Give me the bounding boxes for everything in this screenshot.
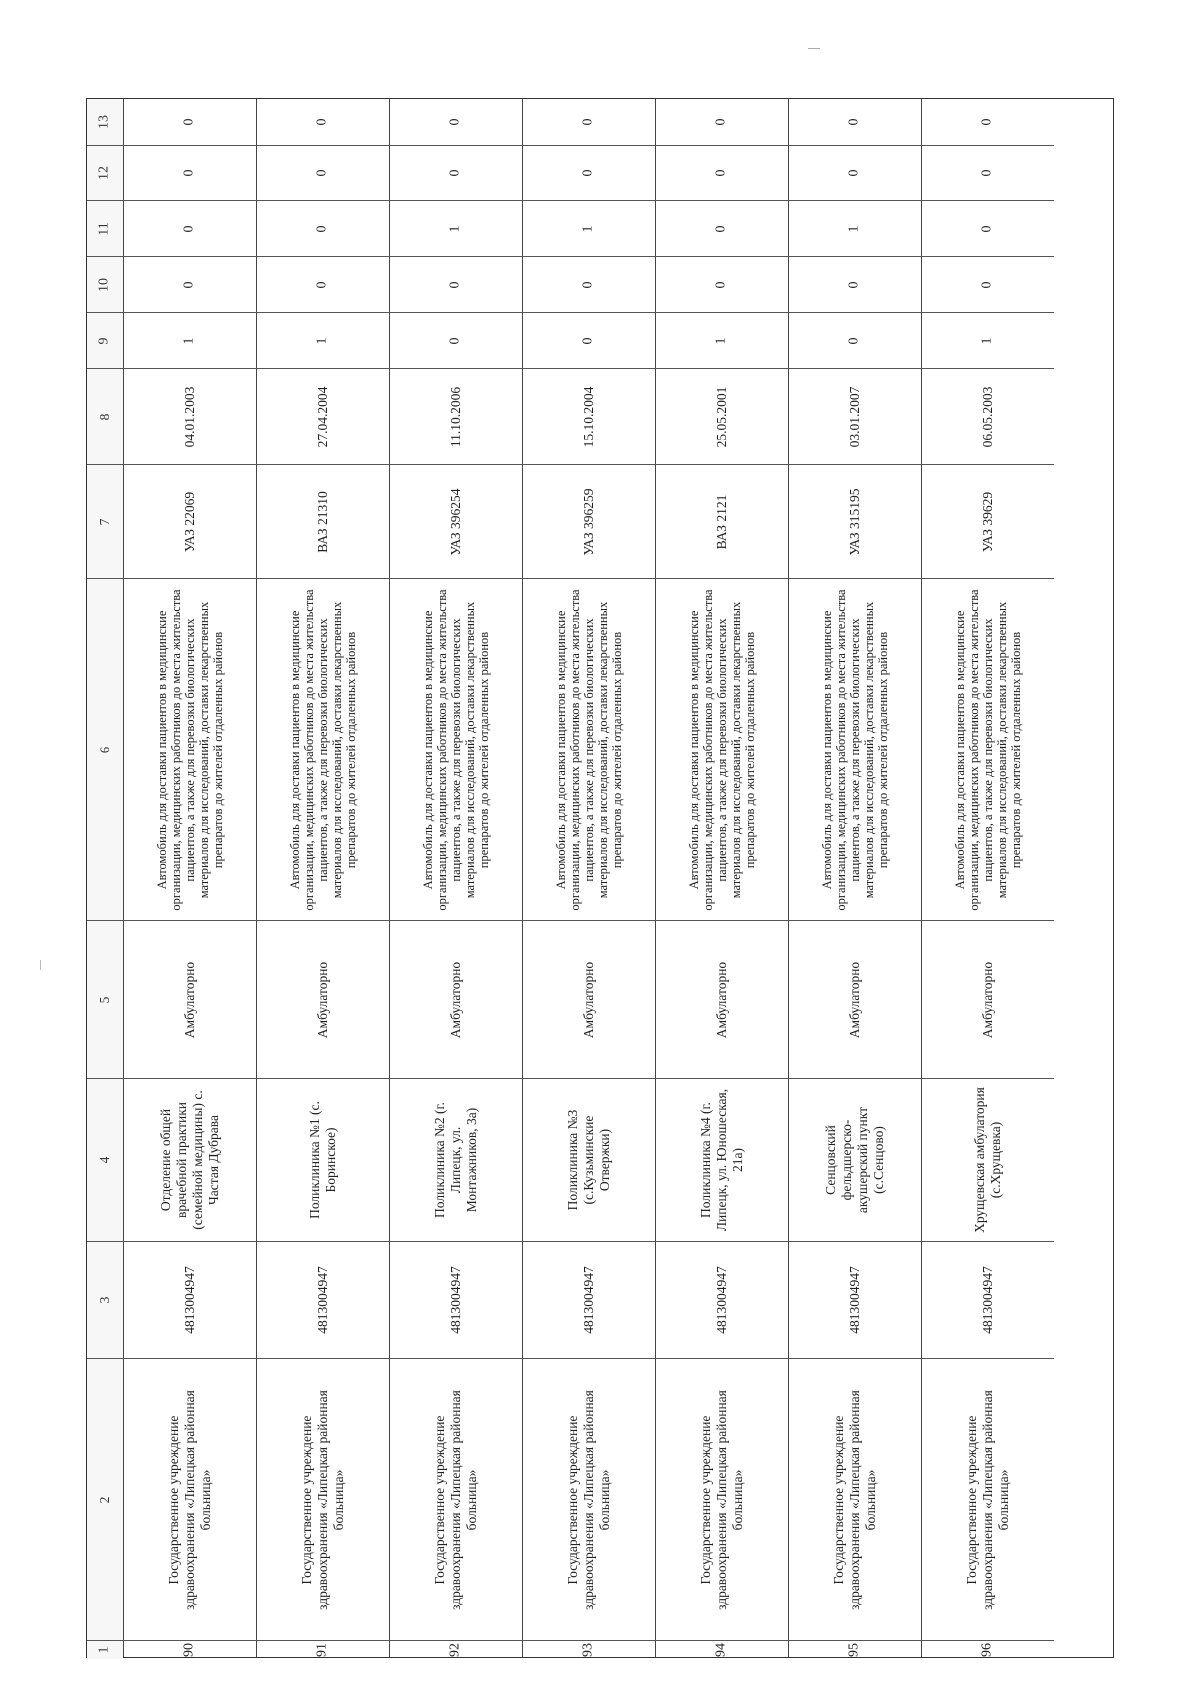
cell-text: 0 — [846, 281, 862, 288]
table-cell-col7 — [123, 465, 256, 579]
cell-text: Поликлиника №3 (с.Кузьминские Отвержки) — [564, 1109, 612, 1211]
header-cell-10 — [87, 257, 123, 313]
table-cell-col8 — [522, 369, 655, 465]
cell-text: Амбулаторно — [447, 961, 463, 1038]
cell-text: 95 — [846, 1643, 862, 1657]
cell-text: 0 — [447, 169, 463, 177]
table-cell-col10 — [655, 257, 788, 313]
column-number: 10 — [96, 277, 112, 292]
cell-text: 1 — [314, 337, 330, 344]
scan-mark — [40, 960, 41, 970]
cell-text: 0 — [314, 281, 330, 288]
table-cell-col9 — [256, 313, 389, 369]
table-cell-col5 — [921, 921, 1054, 1079]
cell-text: 0 — [846, 337, 862, 344]
cell-text: Автомобиль для доставки пациентов в медицинские организации, медицинских работников до места жительства пациентов, а также для перевозки биологических материалов для исследований, доставки лекарственных препаратов до жителей отдаленных районов — [819, 588, 890, 911]
table-cell-col3 — [256, 1242, 389, 1359]
table-cell-col11 — [389, 201, 522, 257]
cell-text: 4813004947 — [846, 1266, 862, 1334]
table-cell-col10 — [256, 257, 389, 313]
table-cell-col10 — [389, 257, 522, 313]
cell-text: 0 — [181, 225, 197, 232]
table-cell-col13 — [522, 99, 655, 146]
table-cell-col4 — [389, 1079, 522, 1242]
cell-text: Автомобиль для доставки пациентов в медицинские организации, медицинских работников до места жительства пациентов, а также для перевозки биологических материалов для исследований, доставки лекарственных препаратов до жителей отдаленных районов — [154, 588, 225, 911]
table-cell-col4 — [123, 1079, 256, 1242]
table-cell-col5 — [522, 921, 655, 1079]
table-cell-col9 — [655, 313, 788, 369]
cell-text: Государственное учреждение здравоохранения «Липецкая районная больница» — [298, 1389, 346, 1610]
table-cell-col12 — [788, 146, 921, 201]
cell-text: Государственное учреждение здравоохранения «Липецкая районная больница» — [564, 1389, 612, 1610]
table-cell-col11 — [921, 201, 1054, 257]
cell-text: Амбулаторно — [713, 961, 729, 1038]
table-cell-col6 — [522, 579, 655, 921]
cell-text: 15.10.2004 — [580, 386, 596, 447]
cell-text: 1 — [979, 337, 995, 344]
table-cell-col2 — [788, 1359, 921, 1641]
cell-text: УАЗ 315195 — [846, 487, 862, 556]
cell-text: 25.05.2001 — [713, 386, 729, 447]
table-cell-col1 — [788, 1641, 921, 1659]
cell-text: 0 — [713, 281, 729, 288]
table-cell-col12 — [921, 146, 1054, 201]
table-cell-col1 — [123, 1641, 256, 1659]
table-cell-col6 — [123, 579, 256, 921]
header-cell-13 — [87, 99, 123, 146]
column-number: 9 — [96, 337, 112, 344]
table-cell-col4 — [655, 1079, 788, 1242]
table-cell-col7 — [921, 465, 1054, 579]
table-cell-col12 — [256, 146, 389, 201]
cell-text: Государственное учреждение здравоохранения «Липецкая районная больница» — [963, 1389, 1011, 1610]
table-cell-col5 — [788, 921, 921, 1079]
table-cell-col9 — [389, 313, 522, 369]
table-row — [256, 99, 390, 1657]
table-cell-col4 — [256, 1079, 389, 1242]
cell-text: Государственное учреждение здравоохранения «Липецкая районная больница» — [431, 1389, 479, 1610]
cell-text: Отделение общей врачебной практики (семейной медицины) с. Частая Дубрава — [157, 1090, 221, 1230]
table-cell-col7 — [256, 465, 389, 579]
cell-text: 03.01.2007 — [846, 386, 862, 447]
cell-text: 0 — [979, 118, 995, 126]
header-cell-3 — [87, 1242, 123, 1359]
table-cell-col1 — [655, 1641, 788, 1659]
table-cell-col7 — [389, 465, 522, 579]
table-cell-col12 — [522, 146, 655, 201]
column-number: 12 — [96, 166, 112, 180]
cell-text: 4813004947 — [181, 1266, 197, 1334]
cell-text: Автомобиль для доставки пациентов в медицинские организации, медицинских работников до места жительства пациентов, а также для перевозки биологических материалов для исследований, доставки лекарственных препаратов до жителей отдаленных районов — [287, 588, 358, 911]
table-cell-col1 — [921, 1641, 1054, 1659]
table-cell-col11 — [788, 201, 921, 257]
cell-text: 96 — [979, 1643, 995, 1657]
table-cell-col9 — [788, 313, 921, 369]
table-cell-col2 — [522, 1359, 655, 1641]
column-number: 5 — [97, 996, 113, 1003]
cell-text: УАЗ 396259 — [580, 487, 596, 556]
cell-text: 0 — [713, 169, 729, 177]
cell-text: 0 — [580, 281, 596, 288]
table-cell-col11 — [655, 201, 788, 257]
cell-text: 1 — [447, 225, 463, 232]
column-number: 13 — [96, 115, 112, 129]
column-number: 7 — [97, 518, 113, 525]
table-cell-col2 — [123, 1359, 256, 1641]
cell-text: 0 — [846, 118, 862, 126]
table-cell-col1 — [389, 1641, 522, 1659]
cell-text: 0 — [181, 118, 197, 126]
table-cell-col8 — [389, 369, 522, 465]
column-number: 4 — [97, 1156, 113, 1164]
table-cell-col5 — [256, 921, 389, 1079]
table-cell-col8 — [788, 369, 921, 465]
cell-text: Автомобиль для доставки пациентов в медицинские организации, медицинских работников до места жительства пациентов, а также для перевозки биологических материалов для исследований, доставки лекарственных препаратов до жителей отдаленных районов — [952, 588, 1023, 911]
header-cell-2 — [87, 1359, 123, 1641]
cell-text: Хрущевская амбулатория (с.Хрущевка) — [971, 1087, 1003, 1233]
column-number: 1 — [96, 1646, 112, 1654]
table-cell-col1 — [256, 1641, 389, 1659]
cell-text: Поликлиника №1 (с. Боринское) — [306, 1101, 338, 1219]
column-number: 8 — [97, 413, 113, 420]
cell-text: 1 — [181, 337, 197, 344]
table-cell-col5 — [389, 921, 522, 1079]
cell-text: 0 — [580, 337, 596, 344]
cell-text: 0 — [979, 225, 995, 232]
table-row — [921, 99, 1054, 1657]
table-cell-col6 — [389, 579, 522, 921]
header-cell-8 — [87, 369, 123, 465]
cell-text: ВАЗ 21310 — [314, 490, 330, 553]
table-cell-col8 — [256, 369, 389, 465]
cell-text: 0 — [447, 337, 463, 344]
cell-text: 92 — [447, 1643, 463, 1657]
cell-text: 0 — [181, 169, 197, 177]
cell-text: 4813004947 — [580, 1266, 596, 1334]
table-row — [389, 99, 523, 1657]
table-cell-col5 — [655, 921, 788, 1079]
cell-text: Амбулаторно — [314, 961, 330, 1038]
cell-text: 0 — [314, 118, 330, 126]
table-cell-col2 — [256, 1359, 389, 1641]
table-cell-col6 — [921, 579, 1054, 921]
cell-text: 4813004947 — [447, 1266, 463, 1334]
table-cell-col6 — [256, 579, 389, 921]
cell-text: 04.01.2003 — [181, 386, 197, 447]
cell-text: 0 — [181, 281, 197, 288]
cell-text: ВАЗ 2121 — [713, 494, 729, 549]
table-cell-col13 — [123, 99, 256, 146]
table-cell-col12 — [389, 146, 522, 201]
cell-text: 0 — [580, 169, 596, 177]
table-cell-col11 — [123, 201, 256, 257]
table-row — [788, 99, 922, 1657]
cell-text: Автомобиль для доставки пациентов в медицинские организации, медицинских работников до места жительства пациентов, а также для перевозки биологических материалов для исследований, доставки лекарственных препаратов до жителей отдаленных районов — [420, 588, 491, 911]
cell-text: 0 — [979, 281, 995, 288]
column-number: 3 — [97, 1296, 113, 1304]
header-cell-12 — [87, 146, 123, 201]
column-number: 11 — [96, 221, 112, 236]
cell-text: 0 — [314, 169, 330, 177]
column-number: 6 — [98, 746, 112, 753]
table-cell-col6 — [788, 579, 921, 921]
header-cell-6 — [87, 579, 123, 921]
table-cell-col11 — [522, 201, 655, 257]
table-cell-col4 — [788, 1079, 921, 1242]
cell-text: 0 — [979, 169, 995, 177]
cell-text: Поликлиника №4 (г. Липецк, ул. Юношеская, 21а) — [697, 1088, 745, 1232]
cell-text: 0 — [846, 169, 862, 177]
header-cell-9 — [87, 313, 123, 369]
cell-text: УАЗ 396254 — [447, 487, 463, 556]
table-row — [123, 99, 257, 1657]
cell-text: Амбулаторно — [181, 961, 197, 1038]
table-cell-col6 — [655, 579, 788, 921]
scan-mark — [808, 48, 820, 49]
cell-text: 4813004947 — [314, 1266, 330, 1334]
cell-text: 1 — [580, 225, 596, 232]
header-cell-4 — [87, 1079, 123, 1242]
table-cell-col8 — [123, 369, 256, 465]
header-cell-1 — [87, 1641, 123, 1659]
table-cell-col2 — [389, 1359, 522, 1641]
table-cell-col10 — [788, 257, 921, 313]
cell-text: 4813004947 — [713, 1266, 729, 1334]
cell-text: 06.05.2003 — [979, 386, 995, 447]
cell-text: Государственное учреждение здравоохранения «Липецкая районная больница» — [830, 1389, 878, 1610]
table-cell-col10 — [522, 257, 655, 313]
cell-text: УАЗ 39629 — [979, 491, 995, 552]
table-cell-col4 — [921, 1079, 1054, 1242]
header-row — [87, 99, 124, 1657]
table-cell-col3 — [788, 1242, 921, 1359]
table-cell-col7 — [522, 465, 655, 579]
table-cell-col3 — [389, 1242, 522, 1359]
table-cell-col10 — [921, 257, 1054, 313]
cell-text: 94 — [713, 1643, 729, 1657]
table-cell-col13 — [256, 99, 389, 146]
table-cell-col9 — [921, 313, 1054, 369]
cell-text: 0 — [713, 225, 729, 232]
cell-text: 0 — [447, 118, 463, 126]
table-cell-col8 — [921, 369, 1054, 465]
cell-text: Поликлиника №2 (г. Липецк, ул. Монтажников, 3а) — [431, 1102, 479, 1218]
table-cell-col1 — [522, 1641, 655, 1659]
cell-text: Государственное учреждение здравоохранения «Липецкая районная больница» — [165, 1389, 213, 1610]
table-cell-col3 — [655, 1242, 788, 1359]
table-cell-col4 — [522, 1079, 655, 1242]
cell-text: 27.04.2004 — [314, 386, 330, 447]
cell-text: Автомобиль для доставки пациентов в медицинские организации, медицинских работников до места жительства пациентов, а также для перевозки биологических материалов для исследований, доставки лекарственных препаратов до жителей отдаленных районов — [686, 588, 757, 911]
cell-text: 0 — [713, 118, 729, 126]
table-row — [655, 99, 789, 1657]
table-cell-col8 — [655, 369, 788, 465]
table-cell-col3 — [522, 1242, 655, 1359]
cell-text: Амбулаторно — [979, 961, 995, 1038]
cell-text: 90 — [181, 1643, 197, 1657]
table-cell-col13 — [921, 99, 1054, 146]
table-row — [522, 99, 656, 1657]
header-cell-5 — [87, 921, 123, 1079]
table-cell-col13 — [655, 99, 788, 146]
vehicle-table — [86, 98, 1114, 1658]
table-cell-col2 — [921, 1359, 1054, 1641]
table-cell-col13 — [788, 99, 921, 146]
cell-text: Автомобиль для доставки пациентов в медицинские организации, медицинских работников до места жительства пациентов, а также для перевозки биологических материалов для исследований, доставки лекарственных препаратов до жителей отдаленных районов — [553, 588, 624, 911]
table-cell-col2 — [655, 1359, 788, 1641]
cell-text: 1 — [846, 225, 862, 232]
cell-text: 4813004947 — [979, 1266, 995, 1334]
table-cell-col5 — [123, 921, 256, 1079]
table-cell-col9 — [522, 313, 655, 369]
table-cell-col11 — [256, 201, 389, 257]
cell-text: Государственное учреждение здравоохранения «Липецкая районная больница» — [697, 1389, 745, 1610]
cell-text: 0 — [580, 118, 596, 126]
table-cell-col3 — [123, 1242, 256, 1359]
table-cell-col7 — [655, 465, 788, 579]
cell-text: 93 — [580, 1643, 596, 1657]
table-cell-col9 — [123, 313, 256, 369]
header-cell-7 — [87, 465, 123, 579]
table-cell-col3 — [921, 1242, 1054, 1359]
cell-text: 91 — [314, 1643, 330, 1657]
header-cell-11 — [87, 201, 123, 257]
table-cell-col7 — [788, 465, 921, 579]
cell-text: 11.10.2006 — [447, 386, 463, 447]
table-cell-col13 — [389, 99, 522, 146]
cell-text: Амбулаторно — [580, 961, 596, 1038]
cell-text: 1 — [713, 337, 729, 344]
cell-text: УАЗ 22069 — [181, 491, 197, 552]
cell-text: Сенцовский фельдшерско-акушерский пункт (с.Сенцово) — [822, 1106, 886, 1214]
table-cell-col12 — [655, 146, 788, 201]
table-cell-col10 — [123, 257, 256, 313]
column-number: 2 — [97, 1496, 113, 1503]
cell-text: 0 — [314, 225, 330, 232]
cell-text: Амбулаторно — [846, 961, 862, 1038]
cell-text: 0 — [447, 281, 463, 288]
table-cell-col12 — [123, 146, 256, 201]
